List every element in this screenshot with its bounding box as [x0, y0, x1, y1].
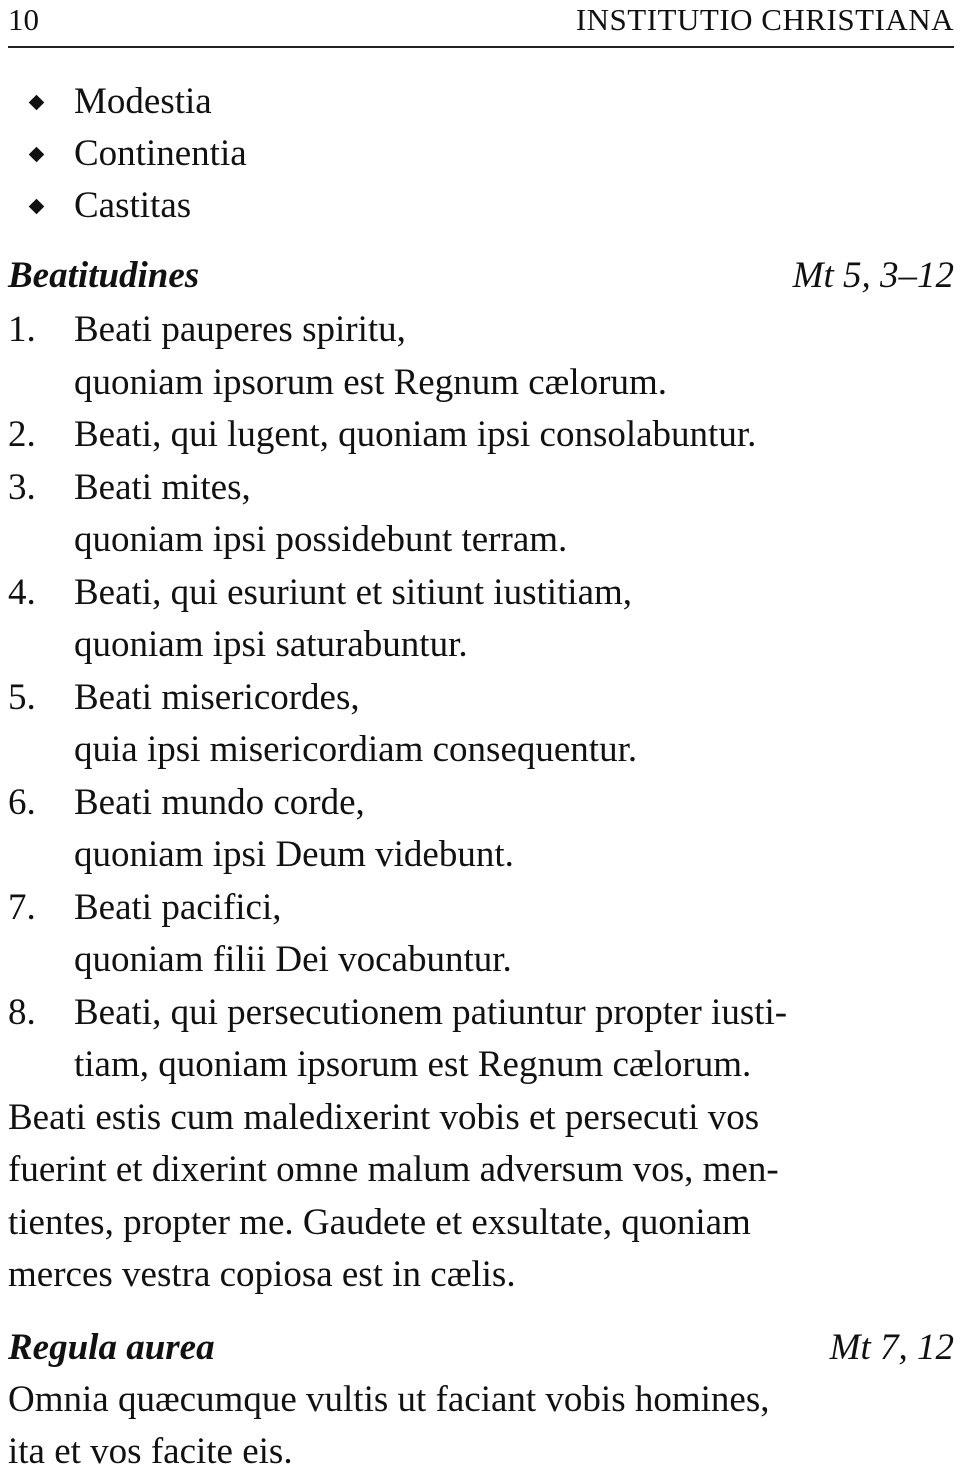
golden-rule-heading-row — [8, 1322, 954, 1374]
list-item-text: Modestia — [74, 81, 212, 122]
item-line: Beati misericordes, — [74, 676, 360, 718]
item-number: 4. — [8, 571, 36, 613]
section-heading: Beatitudines — [8, 255, 200, 296]
item-line: quoniam ipsi Deum videbunt. — [74, 834, 514, 875]
paragraph-line: Beati estis cum maledixerint vobis et persecuti vos — [8, 1096, 760, 1138]
diamond-bullet-icon — [29, 95, 45, 111]
list-item — [8, 128, 954, 180]
list-item — [8, 777, 954, 882]
item-line: Beati, qui persecutionem patiuntur propter iusti- — [74, 991, 788, 1033]
scripture-reference: Mt 5, 3–12 — [792, 255, 954, 296]
item-number: 8. — [8, 991, 36, 1033]
item-line: Beati mundo corde, — [74, 781, 365, 823]
list-item-text: Castitas — [74, 185, 192, 226]
item-line: tiam, quoniam ipsorum est Regnum cælorum. — [74, 1044, 752, 1085]
item-line: quia ipsi misericordiam consequentur. — [74, 729, 638, 770]
section-heading: Regula aurea — [8, 1326, 215, 1368]
list-item — [8, 76, 954, 128]
list-item — [8, 409, 954, 462]
item-number: 6. — [8, 781, 36, 823]
item-number: 7. — [8, 886, 36, 928]
paragraph-line: ita et vos facite eis. — [8, 1431, 293, 1472]
paragraph-line: Omnia quæcumque vultis ut faciant vobis homines, — [8, 1378, 770, 1420]
item-line: Beati pacifici, — [74, 886, 282, 928]
list-item — [8, 882, 954, 987]
item-number: 1. — [8, 309, 36, 350]
paragraph-line: tientes, propter me. Gaudete et exsultate, quoniam — [8, 1201, 751, 1243]
item-number: 2. — [8, 414, 36, 455]
running-title: INSTITUTIO CHRISTIANA — [575, 2, 954, 37]
item-line: quoniam ipsi saturabuntur. — [74, 624, 468, 665]
beatitudes-heading-row — [8, 250, 954, 302]
page — [8, 0, 954, 1479]
list-item — [8, 987, 954, 1092]
item-number: 5. — [8, 676, 36, 718]
list-item — [8, 462, 954, 567]
list-item — [8, 672, 954, 777]
list-item — [8, 304, 954, 409]
beatitudes-list — [8, 304, 954, 1092]
list-item — [8, 180, 954, 232]
item-line: Beati mites, — [74, 466, 251, 508]
page-number: 10 — [8, 2, 39, 37]
item-line: quoniam ipsi possidebunt terram. — [74, 519, 568, 560]
diamond-bullet-icon — [29, 199, 45, 215]
paragraph-line: fuerint et dixerint omne malum adversum vos, men- — [8, 1149, 779, 1190]
item-line: Beati, qui lugent, quoniam ipsi consolabuntur. — [74, 414, 757, 455]
item-line: quoniam filii Dei vocabuntur. — [74, 939, 512, 980]
virtues-list — [8, 76, 954, 232]
running-header — [8, 0, 954, 48]
item-line: quoniam ipsorum est Regnum cælorum. — [74, 361, 667, 403]
item-number: 3. — [8, 466, 36, 508]
item-line: Beati, qui esuriunt et sitiunt iustitiam, — [74, 571, 633, 613]
list-item — [8, 567, 954, 672]
paragraph-line: merces vestra copiosa est in cælis. — [8, 1254, 516, 1295]
list-item-text: Continentia — [74, 133, 247, 174]
item-line: Beati pauperes spiritu, — [74, 309, 406, 350]
golden-rule-paragraph — [8, 1374, 954, 1479]
beatitudes-closing-paragraph — [8, 1092, 954, 1302]
scripture-reference: Mt 7, 12 — [829, 1326, 954, 1368]
diamond-bullet-icon — [29, 147, 45, 163]
